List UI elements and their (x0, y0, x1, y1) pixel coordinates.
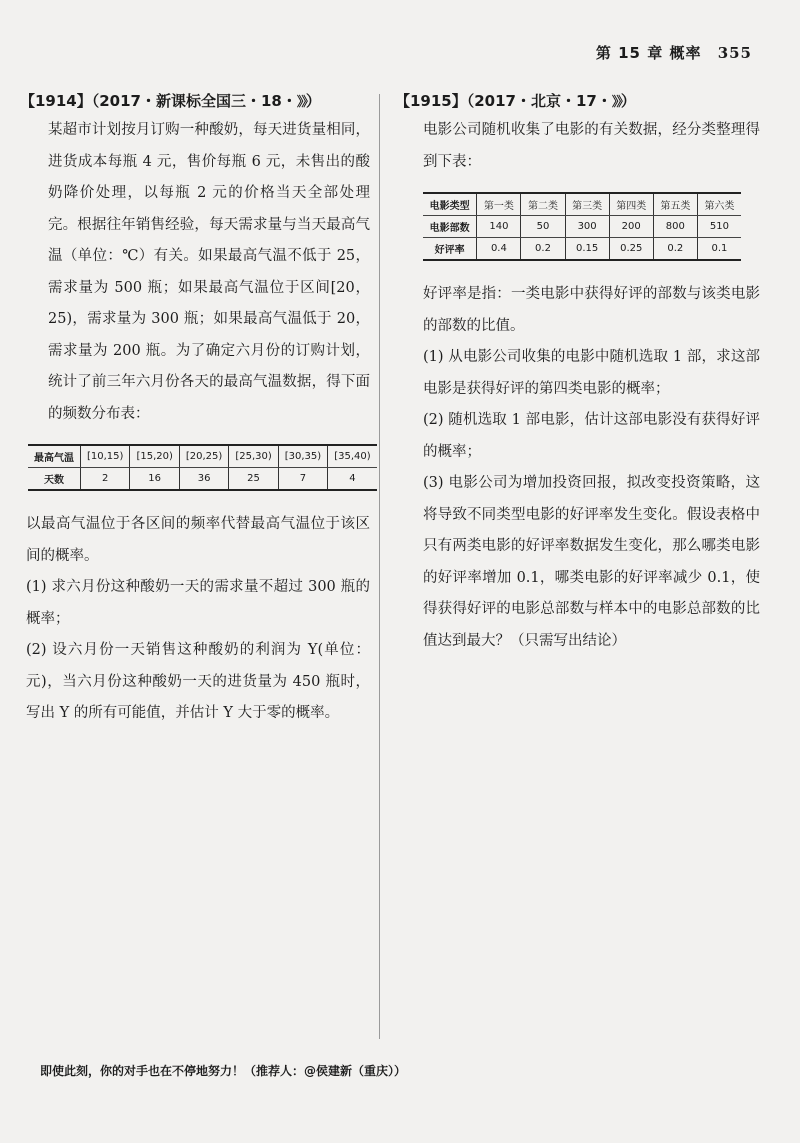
difficulty-icon: 》》 (611, 95, 621, 110)
table-row (423, 216, 741, 238)
problem-number: 【1914】 (20, 92, 92, 110)
table-cell: 800 (653, 216, 697, 238)
table-cell: 510 (697, 216, 741, 238)
problem-1914-heading (20, 90, 370, 111)
table-cell: 16 (130, 468, 179, 491)
table-cell: [10,15) (81, 445, 130, 468)
table-cell: 300 (565, 216, 609, 238)
page-number: 355 (717, 44, 752, 62)
table-row (423, 238, 741, 261)
table-cell: 第六类 (697, 193, 741, 216)
table-cell: 4 (328, 468, 377, 491)
table-cell: 第四类 (609, 193, 653, 216)
table-cell: [30,35) (278, 445, 327, 468)
column-divider (379, 94, 380, 1039)
problem-1915-definition: 好评率是指：一类电影中获得好评的部数与该类电影的部数的比值。 (423, 286, 760, 334)
problem-number: 【1915】 (395, 92, 467, 110)
problem-1915 (395, 90, 760, 657)
problem-1915-intro: 电影公司随机收集了电影的有关数据，经分类整理得到下表： (423, 122, 760, 170)
table-cell: [20,25) (179, 445, 228, 468)
table-cell: 0.15 (565, 238, 609, 261)
table-row (423, 193, 741, 216)
table-row (28, 468, 377, 491)
table-header-cell: 电影类型 (423, 193, 477, 216)
problem-1915-heading (395, 90, 760, 111)
table-row (28, 445, 377, 468)
problem-1914-note: 以最高气温位于各区间的频率代替最高气温位于该区间的概率。 (26, 516, 370, 564)
problem-source-close: ） (305, 92, 321, 110)
table-cell: 7 (278, 468, 327, 491)
table-cell: 200 (609, 216, 653, 238)
table-cell: 第三类 (565, 193, 609, 216)
table-cell: [25,30) (229, 445, 278, 468)
table-cell: 0.25 (609, 238, 653, 261)
table-header-cell: 好评率 (423, 238, 477, 261)
table-cell: 0.2 (521, 238, 565, 261)
movie-data-table (423, 192, 741, 261)
table-cell: 50 (521, 216, 565, 238)
footer-quote: 即使此刻，你的对手也在不停地努力！（推荐人：@侯建新（重庆）） (40, 1064, 407, 1078)
table-cell: 25 (229, 468, 278, 491)
temperature-frequency-table (28, 444, 377, 491)
table-cell: 36 (179, 468, 228, 491)
problem-1915-question-2: (2) 随机选取 1 部电影，估计这部电影没有获得好评的概率； (423, 412, 760, 460)
table-cell: 0.4 (477, 238, 521, 261)
table-header-cell: 最高气温 (28, 445, 81, 468)
table-cell: 0.2 (653, 238, 697, 261)
problem-source: （2017・新课标全国三・18・ (91, 92, 297, 110)
table-header-cell: 天数 (28, 468, 81, 491)
problem-1915-question-1: (1) 从电影公司收集的电影中随机选取 1 部，求这部电影是获得好评的第四类电影的概率； (423, 349, 760, 397)
table-cell: 第一类 (477, 193, 521, 216)
table-cell: 0.1 (697, 238, 741, 261)
table-cell: 2 (81, 468, 130, 491)
table-cell: [35,40) (328, 445, 377, 468)
problem-1914-question-2: (2) 设六月份一天销售这种酸奶的利润为 Y(单位：元)，当六月份这种酸奶一天的进货量为 450 瓶时，写出 Y 的所有可能值，并估计 Y 大于零的概率。 (26, 642, 370, 721)
problem-1914 (20, 90, 370, 730)
page-header (596, 42, 752, 63)
difficulty-icon: 》》 (296, 95, 306, 110)
problem-source-close: ） (620, 92, 636, 110)
chapter-label: 第 15 章 (595, 44, 664, 62)
problem-1914-question-1: (1) 求六月份这种酸奶一天的需求量不超过 300 瓶的概率； (26, 579, 370, 627)
table-header-cell: 电影部数 (423, 216, 477, 238)
table-cell: 140 (477, 216, 521, 238)
chapter-title: 概率 (669, 44, 702, 62)
table-cell: 第五类 (653, 193, 697, 216)
problem-1914-intro: 某超市计划按月订购一种酸奶，每天进货量相同，进货成本每瓶 4 元，售价每瓶 6 元，未售出的酸奶降价处理，以每瓶 2 元的价格当天全部处理完。根据往年销售经验，每天需求量与当天最高气温（单位：℃）有关。如果最高气温不低于 25，需求量为 500 瓶；如果最高气温位于区间[20，25)，需求量为 300 瓶；如果最高气温低于 20，需求量为 200 瓶。为了确定六月份的订购计划，统计了前三年六月份各天的最高气温数据，得下面的频数分布表： (48, 122, 370, 422)
table-cell: [15,20) (130, 445, 179, 468)
problem-source: （2017・北京・17・ (466, 92, 612, 110)
problem-1915-question-3: (3) 电影公司为增加投资回报，拟改变投资策略，这将导致不同类型电影的好评率发生变化。假设表格中只有两类电影的好评率数据发生变化，那么哪类电影的好评率增加 0.1，哪类电影的好评率减少 0.1，使得获得好评的电影总部数与样本中的电影总部数的比值达到最大？（只需写出结论） (423, 475, 760, 649)
table-cell: 第二类 (521, 193, 565, 216)
